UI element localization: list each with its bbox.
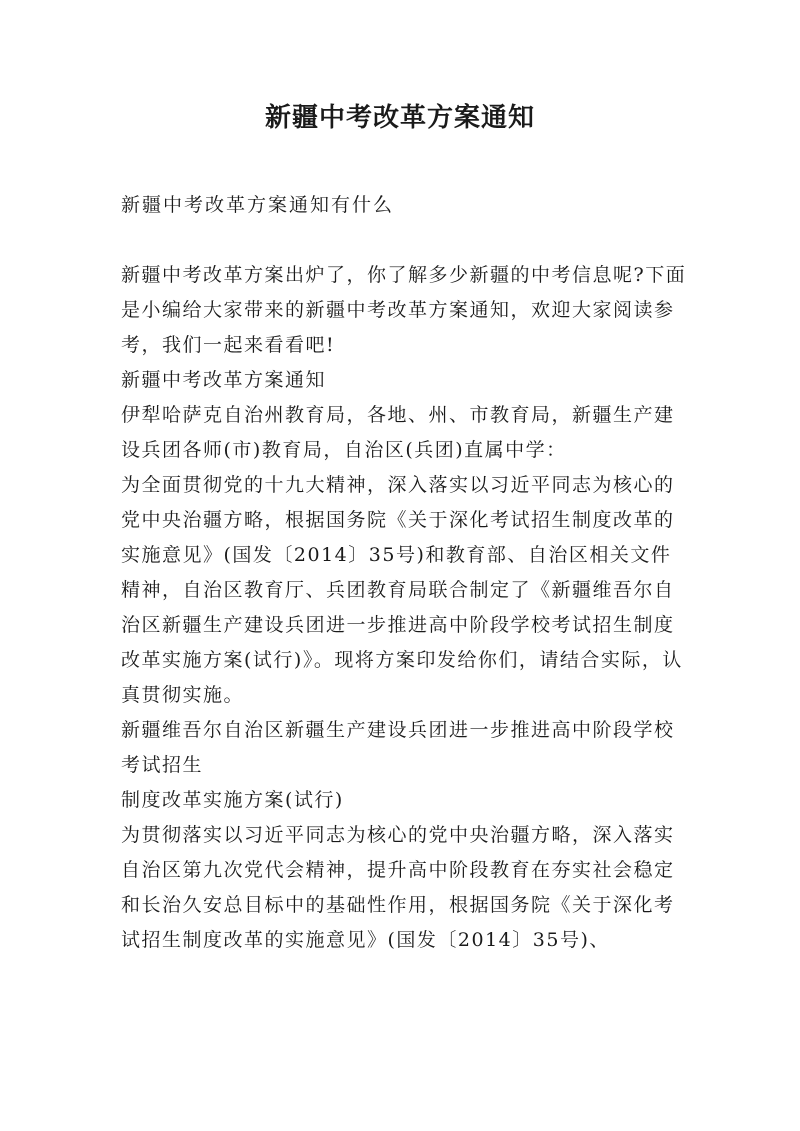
subtitle: 新疆中考改革方案通知有什么 <box>121 194 395 216</box>
paragraph-addressees: 伊犁哈萨克自治州教育局，各地、州、市教育局，新疆生产建设兵团各师(市)教育局，自治区(兵团)直属中学： <box>121 404 675 461</box>
paragraph-plan-subtitle: 制度改革实施方案(试行) <box>121 789 344 811</box>
document-body <box>121 258 691 958</box>
page-title: 新疆中考改革方案通知 <box>264 103 535 133</box>
paragraph-plan-title: 新疆维吾尔自治区新疆生产建设兵团进一步推进高中阶段学校考试招生 <box>121 719 675 776</box>
paragraph-heading: 新疆中考改革方案通知 <box>121 369 327 391</box>
paragraph-notice: 为全面贯彻党的十九大精神，深入落实以习近平同志为核心的党中央治疆方略，根据国务院《关于深化考试招生制度改革的实施意见》(国发〔2014〕35号)和教育部、自治区相关文件精神，自治区教育厅、兵团教育局联合制定了《新疆维吾尔自治区新疆生产建设兵团进一步推进高中阶段学校考试招生制度改革实施方案(试行)》。现将方案印发给你们，请结合实际，认真贯彻实施。 <box>121 474 683 706</box>
paragraph-plan-body: 为贯彻落实以习近平同志为核心的党中央治疆方略，深入落实自治区第九次党代会精神，提升高中阶段教育在夯实社会稳定和长治久安总目标中的基础性作用，根据国务院《关于深化考试招生制度改革的实施意见》(国发〔2014〕35号)、 <box>121 824 675 951</box>
paragraph-intro: 新疆中考改革方案出炉了，你了解多少新疆的中考信息呢?下面是小编给大家带来的新疆中考改革方案通知，欢迎大家阅读参考，我们一起来看看吧! <box>121 264 687 356</box>
